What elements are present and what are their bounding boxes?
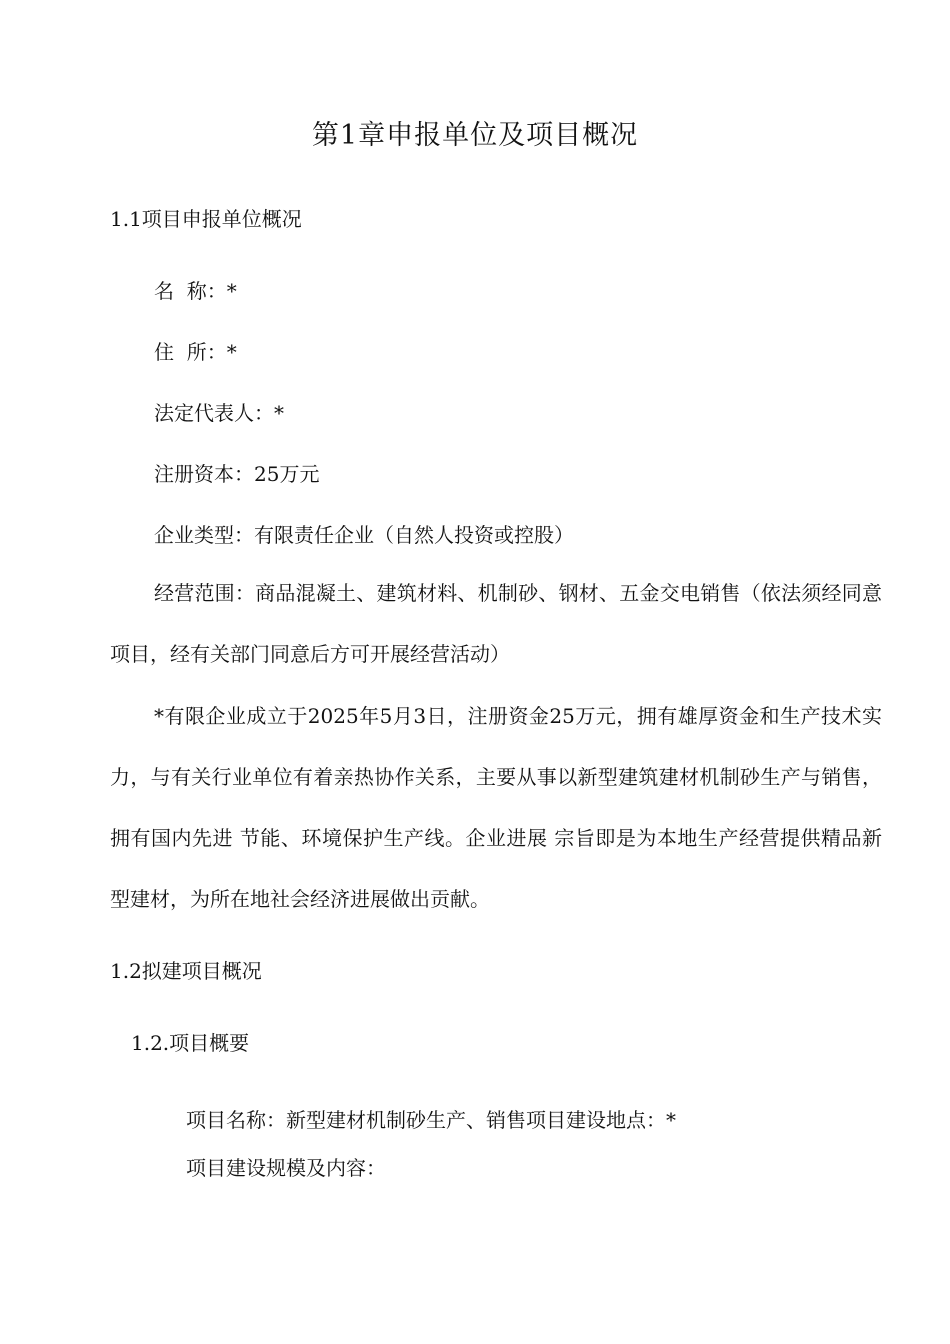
section-1-2-heading: 1.2拟建项目概况 bbox=[110, 959, 262, 983]
field-company-type: 企业类型：有限责任企业（自然人投资或控股） bbox=[154, 523, 574, 547]
business-scope-paragraph: 经营范围：商品混凝土、建筑材料、机制砂、钢材、五金交电销售（依法须经同意 项目，经有关部门同意后方可开展经营活动） bbox=[110, 581, 882, 666]
field-registered-capital: 注册资本：25万元 bbox=[154, 462, 320, 486]
field-name: 名 称：* bbox=[154, 279, 237, 303]
chapter-title: 第1章申报单位及项目概况 bbox=[311, 120, 639, 151]
field-legal-representative: 法定代表人：* bbox=[154, 401, 284, 425]
field-address: 住 所：* bbox=[154, 340, 237, 364]
section-1-1-heading: 1.1项目申报单位概况 bbox=[110, 207, 302, 231]
project-scale-line: 项目建设规模及内容： bbox=[186, 1156, 386, 1180]
subsection-project-summary: 1.2.项目概要 bbox=[131, 1031, 250, 1055]
company-intro-paragraph: *有限企业成立于2025年5月3日，注册资金25万元，拥有雄厚资金和生产技术实力，与有关行业单位有着亲热协作关系，主要从事以新型建筑建材机制砂生产与销售，拥有国内先进 节能、环境保护生产线。企业进展 宗旨即是为本地生产经营提供精品新型建材，为所在地社会经济进展做出贡献。 bbox=[110, 704, 882, 911]
project-name-location-line: 项目名称：新型建材机制砂生产、销售项目建设地点：* bbox=[186, 1108, 676, 1132]
